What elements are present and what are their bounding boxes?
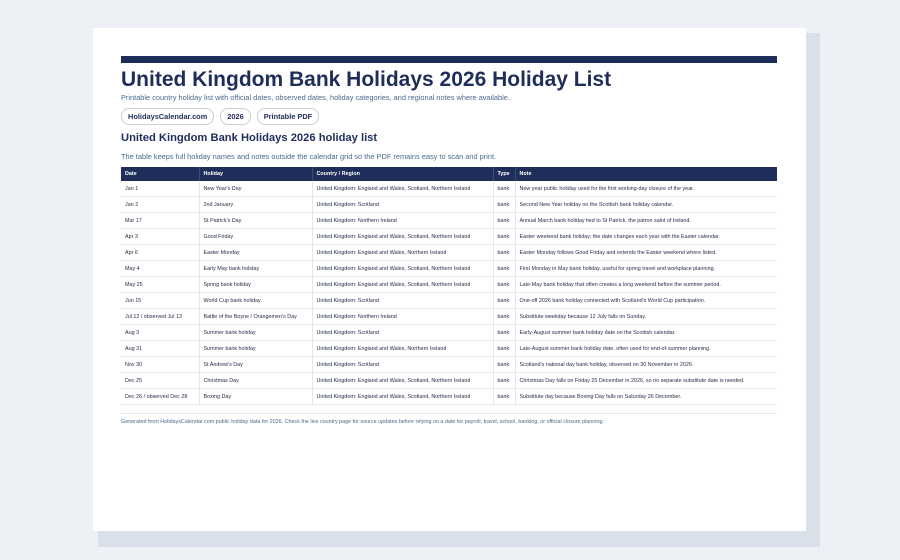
cell-region: United Kingdom: England and Wales, Scotland, Northern Ireland [312,277,493,293]
cell-type: bank [493,341,515,357]
cell-region: United Kingdom: England and Wales, Scotland, Northern Ireland [312,261,493,277]
table-row [121,213,777,229]
cell-type: bank [493,389,515,405]
document-subtitle: Printable country holiday list with official dates, observed dates, holiday categories, and regional notes where available. [121,93,510,102]
cell-holiday: New Year's Day [199,181,312,197]
cell-note: Substitute weekday because 12 July falls on Sunday. [515,309,777,325]
column-header-note: Note [515,167,777,181]
cell-holiday: St Patrick's Day [199,213,312,229]
cell-date: May 25 [121,277,199,293]
cell-type: bank [493,245,515,261]
cell-holiday: Early May bank holiday [199,261,312,277]
header-accent-bar [121,56,777,63]
cell-note: New year public holiday used for the first working-day closure of the year. [515,181,777,197]
cell-date: Apr 6 [121,245,199,261]
cell-note: Substitute day because Boxing Day falls on Saturday 26 December. [515,389,777,405]
cell-region: United Kingdom: Scotland [312,293,493,309]
table-row [121,309,777,325]
cell-region: United Kingdom: England and Wales, Scotland, Northern Ireland [312,229,493,245]
cell-region: United Kingdom: Northern Ireland [312,213,493,229]
chip-row [121,108,319,125]
cell-date: Dec 25 [121,373,199,389]
table-row [121,245,777,261]
cell-date: Jan 1 [121,181,199,197]
cell-holiday: 2nd January [199,197,312,213]
chip-site: HolidaysCalendar.com [121,108,214,125]
section-description: The table keeps full holiday names and notes outside the calendar grid so the PDF remains easy to scan and print. [121,152,497,161]
table-row [121,181,777,197]
column-header-type: Type [493,167,515,181]
cell-type: bank [493,325,515,341]
cell-note: Scotland's national day bank holiday, observed on 30 November in 2026. [515,357,777,373]
table-header-row [121,167,777,181]
cell-region: United Kingdom: Scotland [312,325,493,341]
cell-type: bank [493,213,515,229]
cell-type: bank [493,293,515,309]
cell-note: Christmas Day falls on Friday 25 December in 2026, so no separate substitute date is needed. [515,373,777,389]
cell-holiday: Good Friday [199,229,312,245]
cell-date: Aug 31 [121,341,199,357]
cell-note: Easter Monday follows Good Friday and extends the Easter weekend where listed. [515,245,777,261]
cell-date: Nov 30 [121,357,199,373]
chip-year: 2026 [220,108,250,125]
cell-region: United Kingdom: England and Wales, Northern Ireland [312,245,493,261]
cell-holiday: Easter Monday [199,245,312,261]
table-row [121,261,777,277]
cell-region: United Kingdom: England and Wales, Scotland, Northern Ireland [312,389,493,405]
footer-divider [121,413,777,414]
cell-note: Late-May bank holiday that often creates a long weekend before the summer period. [515,277,777,293]
cell-note: Early-August summer bank holiday date on the Scottish calendar. [515,325,777,341]
section-title: United Kingdom Bank Holidays 2026 holiday list [121,132,378,144]
table-row [121,197,777,213]
column-header-region: Country / Region [312,167,493,181]
table-row [121,357,777,373]
cell-date: Jul 12 / observed Jul 13 [121,309,199,325]
document-page [93,28,806,531]
table-row [121,277,777,293]
table-row [121,229,777,245]
cell-note: One-off 2026 bank holiday connected with Scotland's World Cup participation. [515,293,777,309]
column-header-holiday: Holiday [199,167,312,181]
cell-region: United Kingdom: Scotland [312,357,493,373]
table-row [121,325,777,341]
cell-note: Late-August summer bank holiday date, often used for end-of-summer planning. [515,341,777,357]
cell-type: bank [493,197,515,213]
cell-type: bank [493,357,515,373]
cell-holiday: Christmas Day [199,373,312,389]
cell-type: bank [493,181,515,197]
cell-holiday: Summer bank holiday [199,341,312,357]
cell-region: United Kingdom: England and Wales, Northern Ireland [312,341,493,357]
cell-date: May 4 [121,261,199,277]
cell-date: Jan 2 [121,197,199,213]
table-row [121,373,777,389]
holiday-table [121,167,777,405]
cell-holiday: Spring bank holiday [199,277,312,293]
cell-date: Dec 26 / observed Dec 28 [121,389,199,405]
cell-note: Annual March bank holiday tied to St Patrick, the patron saint of Ireland. [515,213,777,229]
cell-region: United Kingdom: England and Wales, Scotland, Northern Ireland [312,181,493,197]
cell-note: Easter weekend bank holiday; the date changes each year with the Easter calendar. [515,229,777,245]
cell-type: bank [493,309,515,325]
cell-holiday: Boxing Day [199,389,312,405]
cell-holiday: St Andrew's Day [199,357,312,373]
cell-date: Aug 3 [121,325,199,341]
table-row [121,293,777,309]
cell-type: bank [493,373,515,389]
table-row [121,341,777,357]
footer-note: Generated from HolidaysCalendar.com public holiday data for 2026. Check the live country page for source updates before relying on a date for payroll, travel, school, banking, or official closure planning. [121,419,604,425]
cell-note: Second New Year holiday on the Scottish bank holiday calendar. [515,197,777,213]
table-row [121,389,777,405]
cell-type: bank [493,229,515,245]
document-title: United Kingdom Bank Holidays 2026 Holiday List [121,68,612,91]
cell-holiday: World Cup bank holiday [199,293,312,309]
cell-region: United Kingdom: Scotland [312,197,493,213]
cell-region: United Kingdom: Northern Ireland [312,309,493,325]
cell-date: Apr 3 [121,229,199,245]
cell-holiday: Summer bank holiday [199,325,312,341]
cell-type: bank [493,261,515,277]
cell-date: Mar 17 [121,213,199,229]
column-header-date: Date [121,167,199,181]
cell-region: United Kingdom: England and Wales, Scotland, Northern Ireland [312,373,493,389]
cell-note: First Monday in May bank holiday, useful for spring travel and workplace planning. [515,261,777,277]
cell-holiday: Battle of the Boyne / Orangemen's Day [199,309,312,325]
chip-format: Printable PDF [257,108,319,125]
cell-type: bank [493,277,515,293]
cell-date: Jun 15 [121,293,199,309]
